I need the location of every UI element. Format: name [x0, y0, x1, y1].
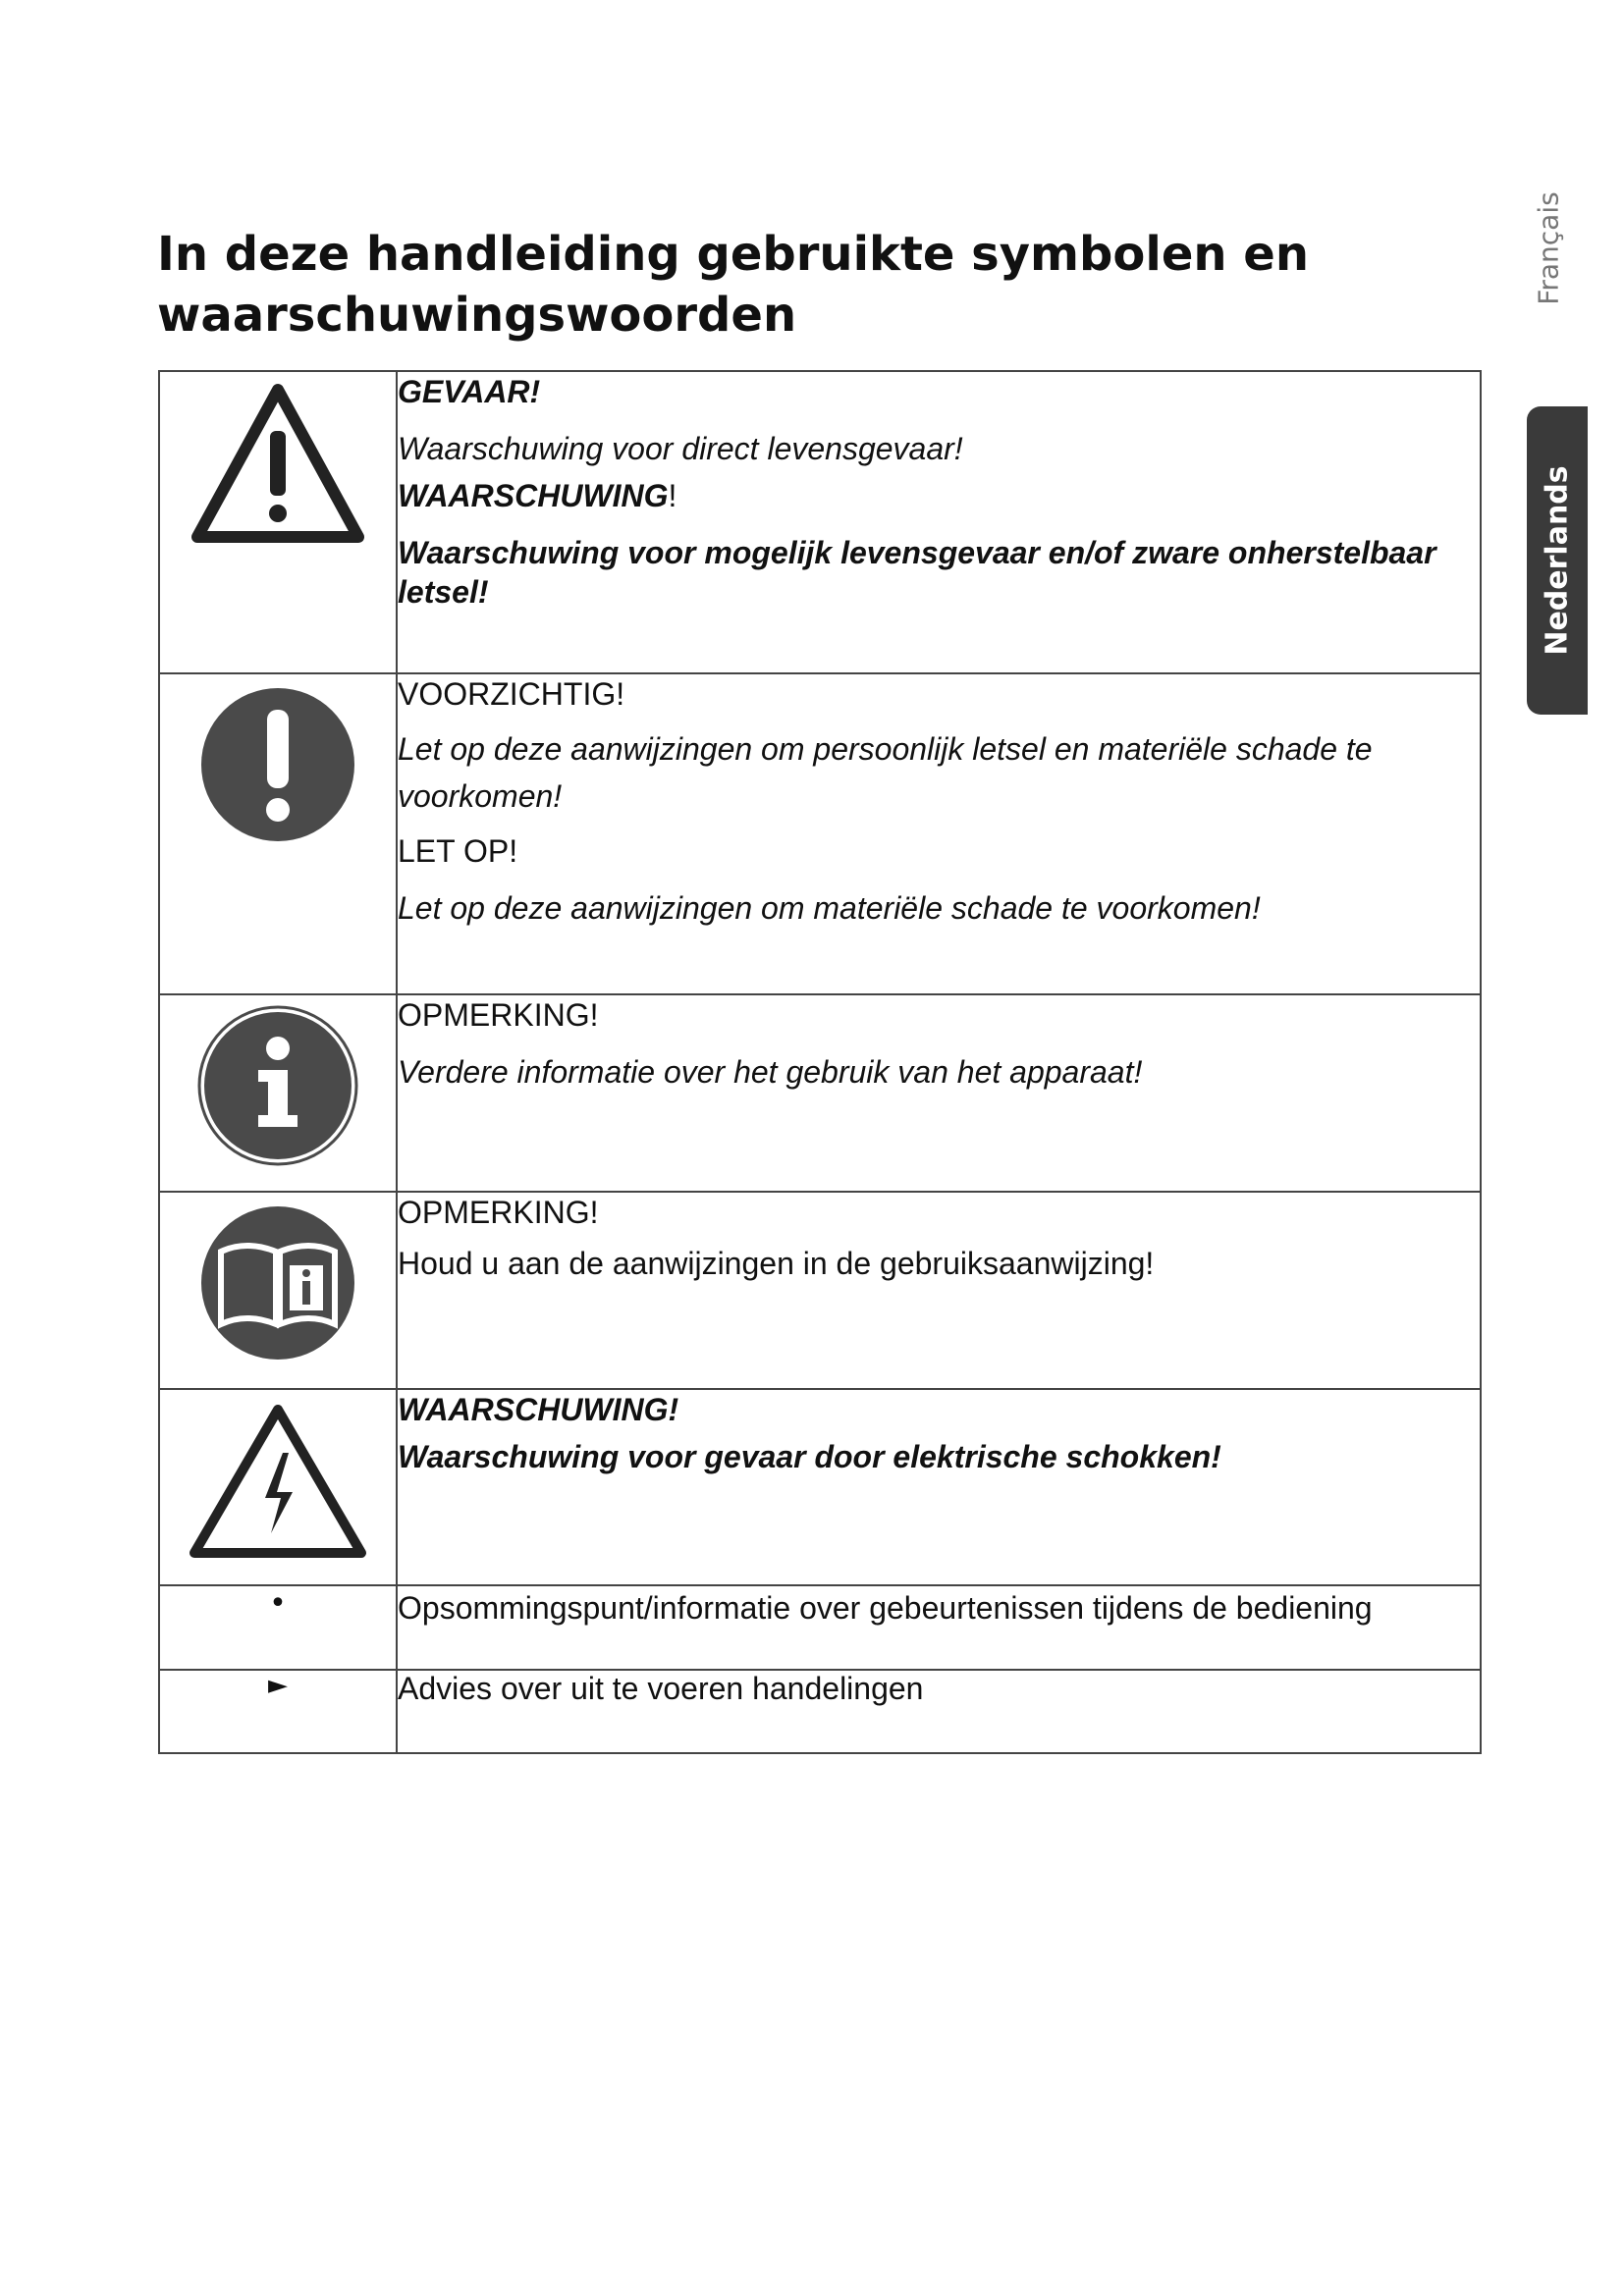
symbols-table [158, 370, 1482, 1754]
table-row [159, 1585, 1481, 1670]
text-cell [397, 994, 1481, 1192]
row-text: Verdere informatie over het gebruik van het apparaat! [398, 1054, 1143, 1090]
text-cell [397, 1389, 1481, 1585]
row-text: Waarschuwing voor gevaar door elektrische schokken! [398, 1439, 1221, 1474]
row-text-2: Let op deze aanwijzingen om materiële schade te voorkomen! [398, 890, 1261, 926]
row-text: Waarschuwing voor direct levensgevaar! [398, 431, 963, 466]
side-tab-french-label: Français [1532, 191, 1565, 305]
heading-voorzichtig: VOORZICHTIG! [398, 676, 625, 712]
icon-cell [159, 371, 397, 673]
side-tab-french[interactable] [1529, 185, 1568, 312]
heading-waarschuwing-word: WAARSCHUWING [398, 478, 669, 513]
page-title [157, 224, 1335, 346]
table-row [159, 371, 1481, 673]
heading-gevaar: GEVAAR! [398, 374, 541, 409]
row-text: Opsommingspunt/informatie over gebeurtenissen tijdens de bediening [398, 1590, 1373, 1626]
table-row [159, 1389, 1481, 1585]
table-row [159, 673, 1481, 994]
icon-cell [159, 1192, 397, 1389]
heading-opmerking: OPMERKING! [398, 1195, 599, 1230]
row-text: Advies over uit te voeren handelingen [398, 1671, 924, 1706]
manual-book-info-icon [199, 1204, 356, 1362]
table-row [159, 994, 1481, 1192]
info-circle-icon [197, 1005, 358, 1166]
heading-waarschuwing: WAARSCHUWING! [398, 1392, 679, 1427]
text-cell [397, 1670, 1481, 1753]
heading-let-op: LET OP! [398, 833, 518, 869]
heading-waarschuwing [398, 476, 1480, 515]
side-tab-dutch[interactable] [1527, 406, 1588, 715]
electric-shock-warning-icon [187, 1402, 369, 1563]
row-text: Houd u aan de aanwijzingen in de gebruiksaanwijzing! [398, 1246, 1155, 1281]
exclamation-circle-icon [199, 686, 356, 843]
text-cell [397, 1585, 1481, 1670]
icon-cell [159, 673, 397, 994]
row-text-2: Waarschuwing voor mogelijk levensgevaar en/of zware onherstelbaar letsel! [398, 535, 1436, 610]
warning-triangle-exclamation-icon [189, 382, 366, 549]
icon-cell [159, 994, 397, 1192]
table-row [159, 1192, 1481, 1389]
icon-cell [159, 1389, 397, 1585]
table-row [159, 1670, 1481, 1753]
row-text: Let op deze aanwijzingen om persoonlijk letsel en materiële schade te voorkomen! [398, 731, 1373, 814]
text-cell [397, 371, 1481, 673]
side-tab-dutch-label: Nederlands [1540, 465, 1575, 656]
arrow-symbol: ► [159, 1670, 397, 1753]
bullet-symbol: • [159, 1585, 397, 1670]
text-cell [397, 673, 1481, 994]
page-title-line2: waarschuwingswoorden [157, 288, 797, 343]
text-cell [397, 1192, 1481, 1389]
page-title-line1: In deze handleiding gebruikte symbolen en [157, 227, 1309, 282]
heading-waarschuwing-suffix: ! [668, 478, 677, 513]
heading-opmerking: OPMERKING! [398, 997, 599, 1033]
